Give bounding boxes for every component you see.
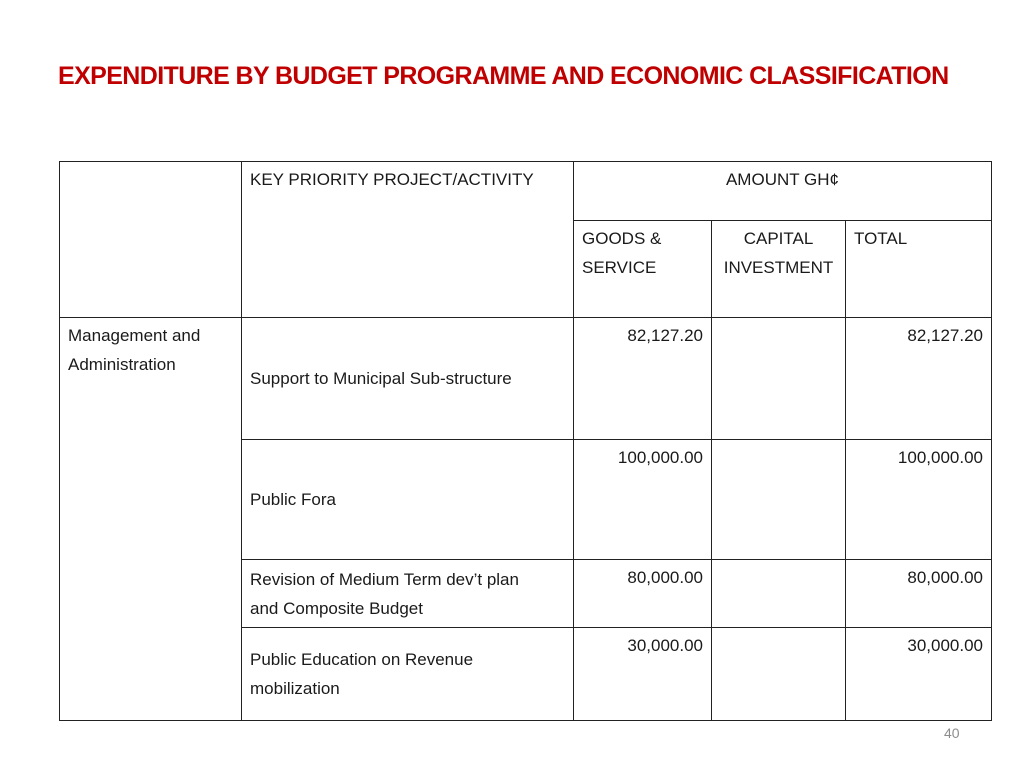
header-goods-line2: SERVICE (582, 258, 657, 277)
header-capital-line2: INVESTMENT (723, 258, 834, 277)
capital-amount (712, 318, 846, 440)
programme-cell (60, 318, 242, 721)
header-total: TOTAL (846, 221, 992, 318)
total-amount: 100,000.00 (846, 440, 992, 560)
capital-amount (712, 628, 846, 721)
activity-cell: Public Fora (242, 440, 574, 560)
empty-header-cell (60, 162, 242, 318)
total-amount: 30,000.00 (846, 628, 992, 721)
header-goods-line1: GOODS & (582, 229, 662, 248)
activity-cell (242, 560, 574, 628)
activity-line2: and Composite Budget (250, 598, 423, 618)
goods-amount: 30,000.00 (574, 628, 712, 721)
goods-amount: 82,127.20 (574, 318, 712, 440)
total-amount: 80,000.00 (846, 560, 992, 628)
activity-cell (242, 628, 574, 721)
activity-line1: Public Education on Revenue (250, 650, 474, 669)
activity-line1: Revision of Medium Term dev’t plan (250, 569, 519, 589)
header-capital-line1: CAPITAL (743, 229, 814, 248)
header-capital-investment (712, 221, 846, 318)
header-goods-service (574, 221, 712, 318)
goods-amount: 80,000.00 (574, 560, 712, 628)
expenditure-table (59, 161, 992, 721)
goods-amount: 100,000.00 (574, 440, 712, 560)
page-number: 40 (944, 725, 960, 741)
header-amount: AMOUNT GH¢ (574, 162, 992, 221)
programme-line1: Management and (68, 326, 201, 345)
programme-line2: Administration (68, 355, 176, 374)
activity-cell: Support to Municipal Sub-structure (242, 318, 574, 440)
capital-amount (712, 440, 846, 560)
activity-line2: mobilization (250, 679, 340, 698)
table-row (60, 318, 992, 440)
header-project-activity: KEY PRIORITY PROJECT/ACTIVITY (242, 162, 574, 318)
capital-amount (712, 560, 846, 628)
total-amount: 82,127.20 (846, 318, 992, 440)
page-title: EXPENDITURE BY BUDGET PROGRAMME AND ECONOMIC CLASSIFICATION (58, 62, 949, 90)
